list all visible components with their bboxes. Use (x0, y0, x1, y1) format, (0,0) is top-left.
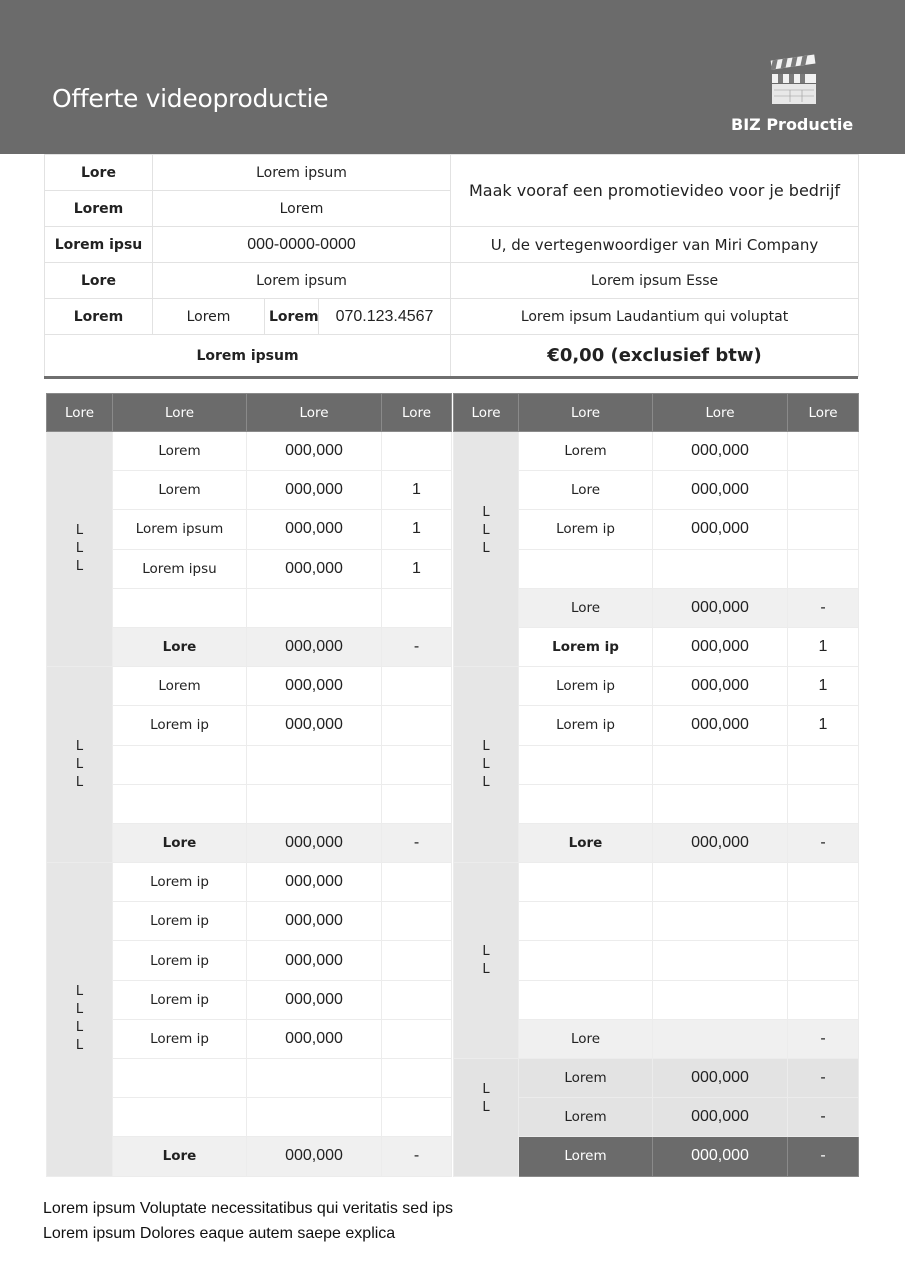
item-name: Lorem ip (113, 941, 247, 980)
item-qty (382, 432, 452, 471)
footer-line: Lorem ipsum Voluptate necessitatibus qui veritatis sed ips (43, 1200, 453, 1217)
group-label: L L L (47, 432, 113, 667)
info-right-line: Lorem ipsum Esse (451, 263, 859, 299)
item-amount: 000,000 (247, 471, 382, 510)
column-header: Lore (519, 394, 653, 432)
item-amount (247, 745, 382, 784)
item-qty (382, 980, 452, 1019)
item-name: Lorem ip (519, 627, 653, 666)
item-amount (653, 980, 788, 1019)
item-name (113, 1098, 247, 1137)
total-value: €0,00 (exclusief btw) (451, 335, 859, 377)
divider (44, 376, 858, 379)
subtotal-name: Lore (519, 823, 653, 862)
item-amount (653, 941, 788, 980)
grand-total-name: Lorem (519, 1137, 653, 1176)
item-qty (382, 588, 452, 627)
item-name (113, 784, 247, 823)
info-label: Lorem (45, 191, 153, 227)
column-header: Lore (454, 394, 519, 432)
footer-line: Lorem ipsum Dolores eaque autem saepe explica (43, 1225, 396, 1242)
item-name: Lorem (519, 1098, 653, 1137)
item-amount: 000,000 (247, 863, 382, 902)
info-value: Lorem (153, 191, 451, 227)
item-name (519, 902, 653, 941)
item-amount: 000,000 (247, 667, 382, 706)
item-qty (788, 510, 859, 549)
item-amount: 000,000 (247, 706, 382, 745)
page-title: Offerte videoproductie (52, 84, 329, 113)
item-name: Lorem (113, 471, 247, 510)
item-amount: 000,000 (247, 1019, 382, 1058)
item-name: Lorem ip (113, 863, 247, 902)
item-qty (382, 941, 452, 980)
footer-notes (43, 1196, 453, 1246)
item-qty (382, 902, 452, 941)
item-name: Lorem (519, 1059, 653, 1098)
table-row (47, 863, 452, 902)
item-amount: 000,000 (247, 510, 382, 549)
table-row (454, 1059, 859, 1098)
item-amount: 000,000 (653, 667, 788, 706)
item-name: Lorem ipsu (113, 549, 247, 588)
item-qty (788, 549, 859, 588)
header-banner (0, 0, 905, 154)
subtotal-qty: - (788, 1019, 859, 1058)
item-qty (788, 471, 859, 510)
item-amount: 000,000 (653, 432, 788, 471)
item-name: Lore (519, 588, 653, 627)
info-phone: 070.123.4567 (319, 299, 451, 335)
item-qty: 1 (788, 667, 859, 706)
column-header: Lore (47, 394, 113, 432)
item-amount: 000,000 (247, 941, 382, 980)
subtotal-amount: 000,000 (653, 823, 788, 862)
item-amount (247, 784, 382, 823)
item-name (519, 745, 653, 784)
item-name: Lorem ip (113, 980, 247, 1019)
item-amount: 000,000 (247, 980, 382, 1019)
item-qty (382, 745, 452, 784)
subtotal-amount: 000,000 (247, 1137, 382, 1176)
item-amount: 000,000 (247, 549, 382, 588)
subtotal-amount: 000,000 (247, 823, 382, 862)
item-amount (653, 784, 788, 823)
representative-text: U, de vertegenwoordiger van Miri Company (451, 227, 859, 263)
item-name (519, 980, 653, 1019)
column-header: Lore (113, 394, 247, 432)
subtotal-amount: 000,000 (247, 627, 382, 666)
table-header-row (454, 394, 859, 432)
item-amount (247, 588, 382, 627)
item-amount: 000,000 (653, 510, 788, 549)
item-qty (788, 432, 859, 471)
group-label: L L L L (47, 863, 113, 1177)
item-name (519, 941, 653, 980)
item-amount: 000,000 (653, 471, 788, 510)
info-value: Lorem ipsum (153, 155, 451, 191)
item-amount: 000,000 (653, 627, 788, 666)
item-name: Lore (519, 471, 653, 510)
grand-total-qty: - (788, 1137, 859, 1176)
item-qty (788, 980, 859, 1019)
subtotal-qty: - (382, 1137, 452, 1176)
item-qty (382, 863, 452, 902)
column-header: Lore (788, 394, 859, 432)
item-qty: - (788, 588, 859, 627)
item-qty: 1 (382, 471, 452, 510)
item-name (113, 1059, 247, 1098)
item-name (519, 863, 653, 902)
item-name (519, 549, 653, 588)
item-name (519, 784, 653, 823)
subtotal-qty: - (382, 823, 452, 862)
group-label: L L L (47, 667, 113, 863)
info-label: Lorem (45, 299, 153, 335)
item-amount: 000,000 (247, 432, 382, 471)
item-name: Lorem ipsum (113, 510, 247, 549)
item-qty: 1 (382, 510, 452, 549)
info-value: Lorem (153, 299, 265, 335)
clapperboard-icon (768, 52, 820, 106)
subtotal-amount (653, 1019, 788, 1058)
total-label: Lorem ipsum (45, 335, 451, 377)
column-header: Lore (653, 394, 788, 432)
item-amount (247, 1098, 382, 1137)
info-label: Lorem ipsu (45, 227, 153, 263)
promo-text: Maak vooraf een promotievideo voor je bedrijf (451, 155, 859, 227)
item-amount (653, 902, 788, 941)
item-amount (247, 1059, 382, 1098)
info-label: Lorem (265, 299, 319, 335)
item-amount (653, 863, 788, 902)
info-table (44, 154, 859, 377)
info-label: Lore (45, 263, 153, 299)
column-header: Lore (247, 394, 382, 432)
info-value: Lorem ipsum (153, 263, 451, 299)
item-qty: 1 (382, 549, 452, 588)
table-row (47, 667, 452, 706)
column-header: Lore (382, 394, 452, 432)
item-qty (788, 745, 859, 784)
item-qty (382, 1098, 452, 1137)
group-label: L L (454, 1059, 519, 1177)
brand-name: BIZ Productie (731, 115, 854, 134)
grand-total-amount: 000,000 (653, 1137, 788, 1176)
item-qty (788, 902, 859, 941)
item-qty (788, 863, 859, 902)
item-name: Lorem (113, 432, 247, 471)
table-row (454, 667, 859, 706)
subtotal-qty: - (382, 627, 452, 666)
subtotal-name: Lore (519, 1019, 653, 1058)
item-qty (382, 706, 452, 745)
subtotal-qty: - (788, 823, 859, 862)
table-row (454, 432, 859, 471)
info-phone: 000-0000-0000 (153, 227, 451, 263)
item-amount: 000,000 (247, 902, 382, 941)
table-row (47, 432, 452, 471)
right-price-table (453, 393, 859, 1177)
group-label: L L (454, 863, 519, 1059)
item-name: Lorem ip (113, 1019, 247, 1058)
item-name: Lorem ip (519, 706, 653, 745)
item-qty (382, 1019, 452, 1058)
table-row (454, 863, 859, 902)
item-name: Lorem ip (519, 510, 653, 549)
item-amount (653, 745, 788, 784)
item-qty (788, 941, 859, 980)
item-qty: 1 (788, 627, 859, 666)
item-qty (382, 784, 452, 823)
group-label: L L L (454, 667, 519, 863)
item-amount: 000,000 (653, 588, 788, 627)
subtotal-name: Lore (113, 627, 247, 666)
item-qty (788, 784, 859, 823)
item-name (113, 745, 247, 784)
item-name: Lorem ip (113, 902, 247, 941)
info-section (44, 154, 858, 377)
item-qty (382, 1059, 452, 1098)
item-name: Lorem ip (113, 706, 247, 745)
item-qty: - (788, 1098, 859, 1137)
info-label: Lore (45, 155, 153, 191)
item-name (113, 588, 247, 627)
item-name: Lorem (519, 432, 653, 471)
item-qty: - (788, 1059, 859, 1098)
subtotal-name: Lore (113, 823, 247, 862)
item-qty: 1 (788, 706, 859, 745)
item-name: Lorem ip (519, 667, 653, 706)
subtotal-name: Lore (113, 1137, 247, 1176)
item-amount: 000,000 (653, 1059, 788, 1098)
group-label: L L L (454, 432, 519, 667)
left-price-table (46, 393, 452, 1177)
item-name: Lorem (113, 667, 247, 706)
item-amount: 000,000 (653, 1098, 788, 1137)
item-amount (653, 549, 788, 588)
table-header-row (47, 394, 452, 432)
item-amount: 000,000 (653, 706, 788, 745)
item-qty (382, 667, 452, 706)
info-right-line: Lorem ipsum Laudantium qui voluptat (451, 299, 859, 335)
